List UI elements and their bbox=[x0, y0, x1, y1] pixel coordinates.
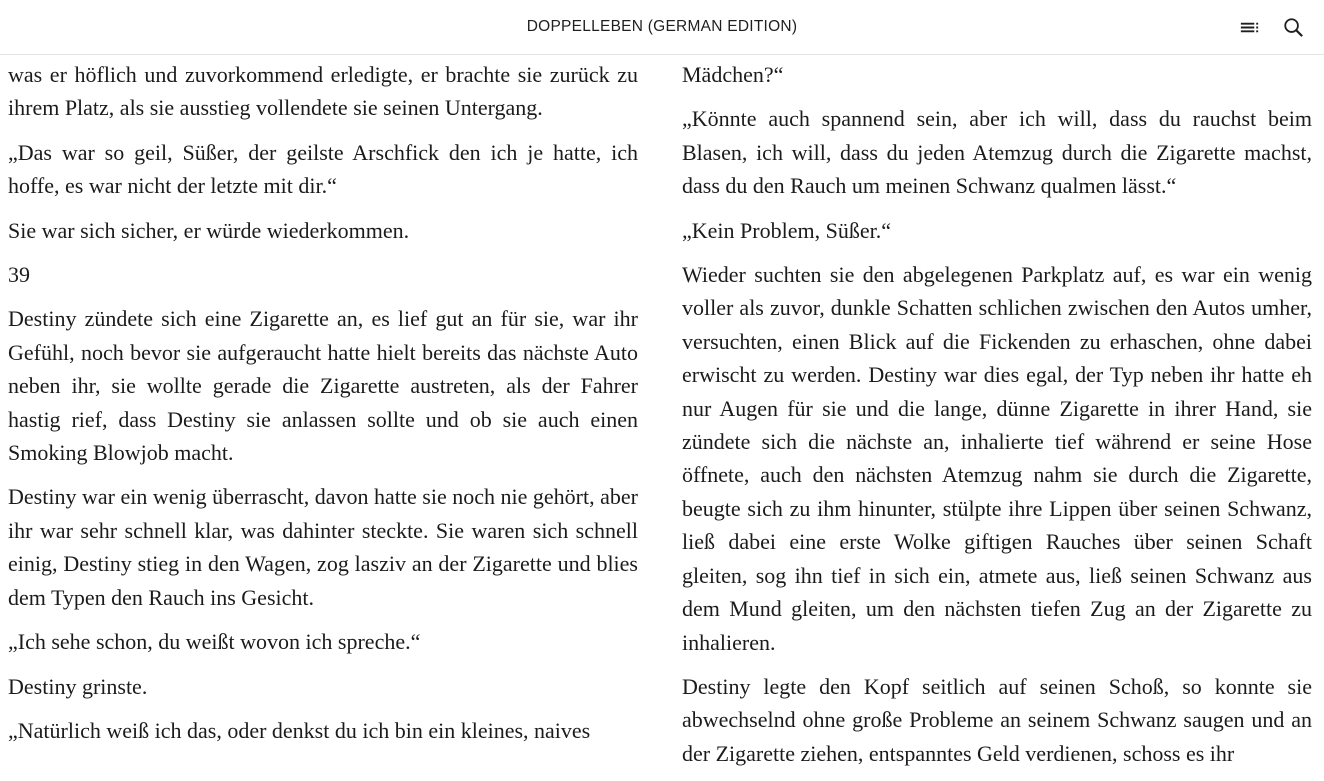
paragraph: Sie war sich sicher, er würde wiederkommen. bbox=[8, 217, 410, 243]
search-icon bbox=[1282, 16, 1305, 39]
reader-header bbox=[0, 0, 1324, 55]
book-page-spread[interactable] bbox=[0, 55, 1324, 781]
paragraph: 39 bbox=[8, 262, 30, 288]
page-title: DOPPELLEBEN (GERMAN EDITION) bbox=[526, 18, 798, 35]
header-actions bbox=[1234, 0, 1308, 54]
page-column-right bbox=[682, 58, 1312, 781]
paragraph: was er höflich und zuvorkommend erledigte, er brachte sie zurück zu ihrem Platz, als sie ausstieg vollendete sie seinen Untergang. bbox=[8, 62, 638, 121]
paragraph: „Könnte auch spannend sein, aber ich will, dass du rauchst beim Blasen, ich will, dass du jeden Atemzug durch die Zigarette machst, dass du den Rauch um meinen Schwanz qualmen lässt.“ bbox=[682, 106, 1312, 199]
paragraph: Wieder suchten sie den abgelegenen Parkplatz auf, es war ein wenig voller als zuvor, dunkle Schatten schlichen zwischen den Autos umher, versuchten, einen Blick auf die Fickenden zu erhaschen, ohne dabei erwischt zu werden. Destiny war dies egal, der Typ neben ihr hatte eh nur Augen für sie und die lange, dünne Zigarette in ihrer Hand, sie zündete sich die nächste an, inhalierte tief während er seine Hose öffnete, auch den nächsten Atemzug nahm sie durch die Zigarette, beugte sich zu ihm hinunter, stülpte ihre Lippen über seinen Schwanz, ließ dabei eine erste Wolke giftigen Rauches über seinen Schaft gleiten, sog ihn tief in sich ein, atmete aus, ließ seinen Schwanz aus dem Mund gleiten, um den nächsten tiefen Zug an der Zigarette zu inhalieren. bbox=[682, 262, 1312, 655]
paragraph: Destiny legte den Kopf seitlich auf seinen Schoß, so konnte sie abwechselnd ohne große Probleme an seinem Schwanz saugen und an der Zigarette ziehen, entspanntes Geld verdienen, schoss es ihr bbox=[682, 673, 1312, 766]
table-of-contents-button[interactable] bbox=[1234, 12, 1264, 42]
paragraph: Mädchen?“ bbox=[682, 62, 784, 87]
paragraph: „Kein Problem, Süßer.“ bbox=[682, 217, 891, 243]
paragraph: Destiny war ein wenig überrascht, davon hatte sie noch nie gehört, aber ihr war sehr schnell klar, was dahinter steckte. Sie waren sich schnell einig, Destiny stieg in den Wagen, zog lasziv an der Zigarette und blies dem Typen den Rauch ins Gesicht. bbox=[8, 484, 638, 610]
paragraph: „Das war so geil, Süßer, der geilste Arschfick den ich je hatte, ich hoffe, es war nicht der letzte mit dir.“ bbox=[8, 139, 638, 199]
paragraph: „Ich sehe schon, du weißt wovon ich spreche.“ bbox=[8, 629, 421, 655]
paragraph: Destiny zündete sich eine Zigarette an, es lief gut an für sie, war ihr Gefühl, noch bevor sie aufgeraucht hatte hielt bereits das nächste Auto neben ihr, sie wollte gerade die Zigarette austreten, als der Fahrer hastig rief, dass Destiny sie anlassen sollte und ob sie auch einen Smoking Blowjob macht. bbox=[8, 306, 638, 466]
table-of-contents-icon bbox=[1238, 16, 1261, 39]
paragraph: Destiny grinste. bbox=[8, 673, 148, 699]
paragraph: „Natürlich weiß ich das, oder denkst du ich bin ein kleines, naives bbox=[8, 717, 591, 743]
search-button[interactable] bbox=[1278, 12, 1308, 42]
page-column-left bbox=[8, 58, 638, 781]
